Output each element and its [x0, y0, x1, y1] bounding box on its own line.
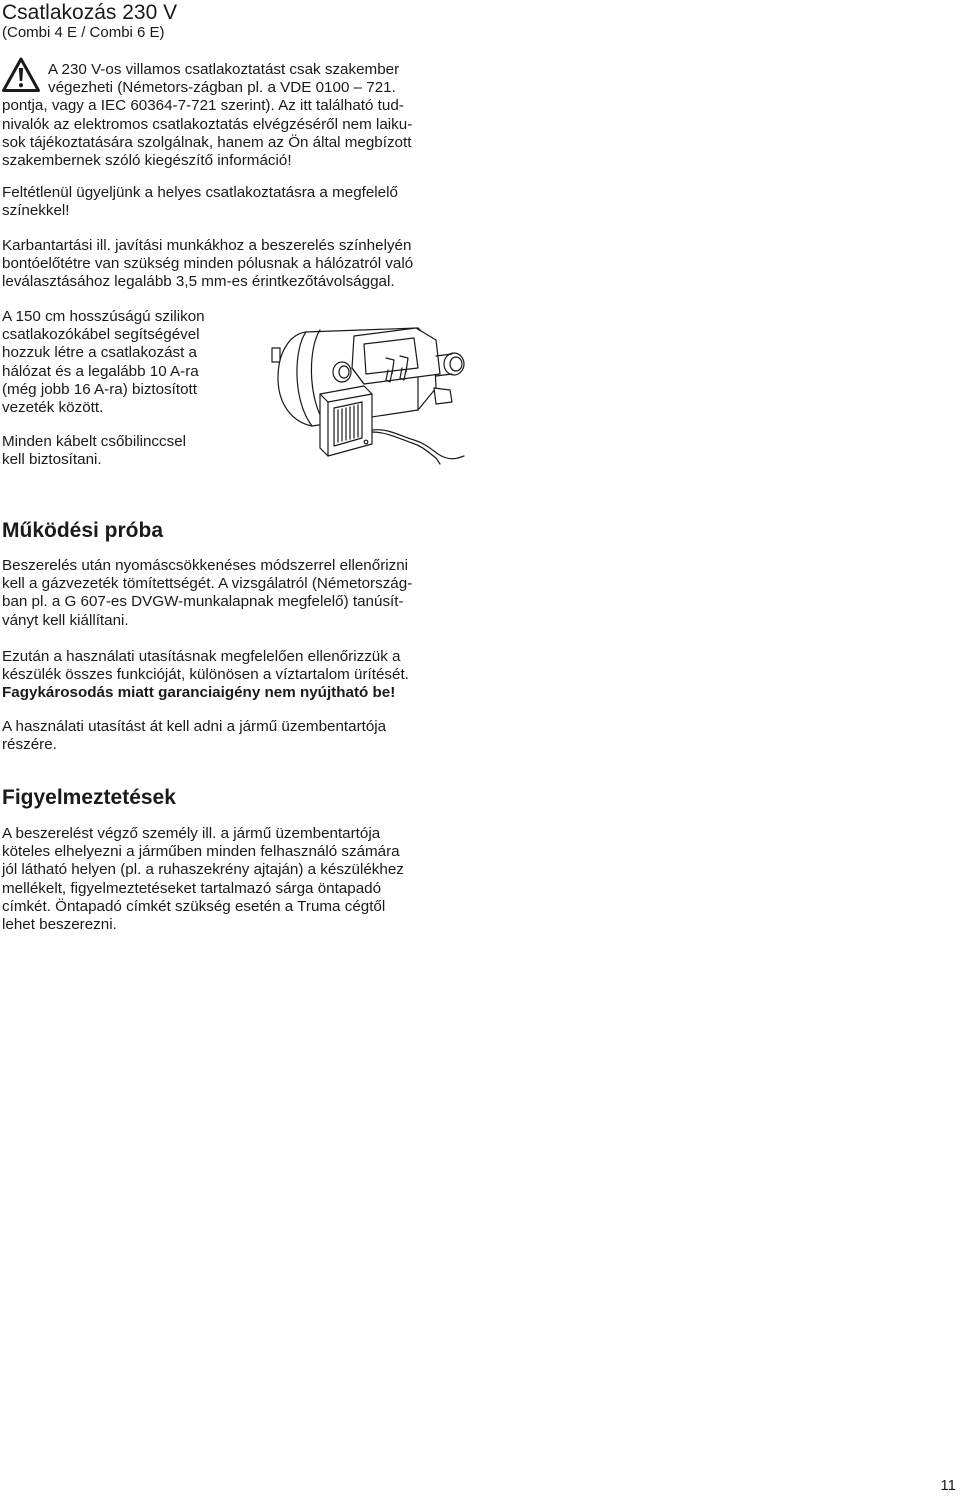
text-line: kell a gázvezeték tömítettségét. A vizsgálatról (Németország- [2, 575, 413, 593]
section-title-function-test: Működési próba [2, 519, 164, 542]
text-line: kell biztosítani. [2, 451, 102, 469]
text-line: pontja, vagy a IEC 60364-7-721 szerint). Az itt található tud- [2, 97, 404, 115]
handover-paragraph [2, 718, 386, 754]
text-line: végezheti (Németors-zágban pl. a VDE 0100 – 721. [48, 79, 396, 97]
frost-warning-text: Fagykárosodás miatt garanciaigény nem nyújtható be! [2, 684, 396, 702]
text-line: sok tájékoztatására szolgálnak, hanem az Ön által megbízott [2, 133, 412, 151]
text-line: lehet beszerezni. [2, 916, 117, 934]
cable-paragraph [2, 308, 205, 417]
text-line: nivalók az elektromos csatlakoztatás elvégzéséről nem laiku- [2, 115, 413, 133]
text-line: készülék összes funkcióját, különösen a víztartalom ürítését. [2, 666, 409, 684]
text-line: Beszerelés után nyomáscsökkenéses módszerrel ellenőrizni [2, 557, 409, 574]
section-subtitle-models: (Combi 4 E / Combi 6 E) [2, 24, 165, 41]
text-line: vezeték között. [2, 399, 104, 417]
text-line: ban pl. a G 607-es DVGW-munkalapnak megfelelő) tanúsít- [2, 593, 404, 611]
maintenance-paragraph [2, 237, 413, 292]
text-line: Feltétlenül ügyeljünk a helyes csatlakoztatásra a megfelelő [2, 184, 398, 201]
text-line: (még jobb 16 A-ra) biztosított [2, 380, 197, 398]
text-line: A használati utasítást át kell adni a jármű üzembentartója [2, 718, 387, 735]
section-title-warnings: Figyelmeztetések [2, 786, 176, 809]
text-line: hálózat és a legalább 10 A-ra [2, 362, 199, 380]
section-title-connection: Csatlakozás 230 V [2, 1, 178, 24]
color-paragraph [2, 184, 398, 220]
clamp-paragraph [2, 433, 186, 469]
text-line: leválasztásához legalább 3,5 mm-es érintkezőtávolsággal. [2, 273, 395, 291]
text-line: A beszerelést végző személy ill. a jármű üzembentartója [2, 825, 381, 842]
text-line: Karbantartási ill. javítási munkákhoz a beszerelés színhelyén [2, 237, 412, 254]
text-line: ványt kell kiállítani. [2, 611, 129, 629]
text-line: hozzuk létre a csatlakozást a [2, 344, 198, 362]
text-line: Ezután a használati utasításnak megfelelően ellenőrizzük a [2, 648, 401, 665]
text-line: részére. [2, 736, 57, 754]
warnings-paragraph [2, 825, 404, 934]
text-line: jól látható helyen (pl. a ruhaszekrény ajtaján) a készülékhez [2, 861, 404, 879]
text-line: mellékelt, figyelmeztetéseket tartalmazó sárga öntapadó [2, 879, 382, 897]
text-line: Minden kábelt csőbilinccsel [2, 433, 187, 450]
heater-illustration [268, 318, 470, 468]
function-check-paragraph [2, 648, 409, 703]
warning-paragraph [2, 61, 482, 170]
text-line: bontóelőtétre van szükség minden pólusnak a hálózatról való [2, 255, 414, 273]
text-line: színekkel! [2, 202, 70, 220]
text-line: címkét. Öntapadó címkét szükség esetén a Truma cégtől [2, 897, 386, 915]
text-line: A 150 cm hosszúságú szilikon [2, 308, 205, 325]
test-paragraph [2, 557, 412, 630]
text-line: csatlakozókábel segítségével [2, 326, 200, 344]
page-number: 11 [940, 1477, 956, 1494]
text-line: A 230 V-os villamos csatlakoztatást csak szakember [48, 61, 400, 78]
text-line: köteles elhelyezni a járműben minden felhasználó számára [2, 843, 400, 861]
text-line: szakembernek szóló kiegészítő információ! [2, 152, 292, 170]
